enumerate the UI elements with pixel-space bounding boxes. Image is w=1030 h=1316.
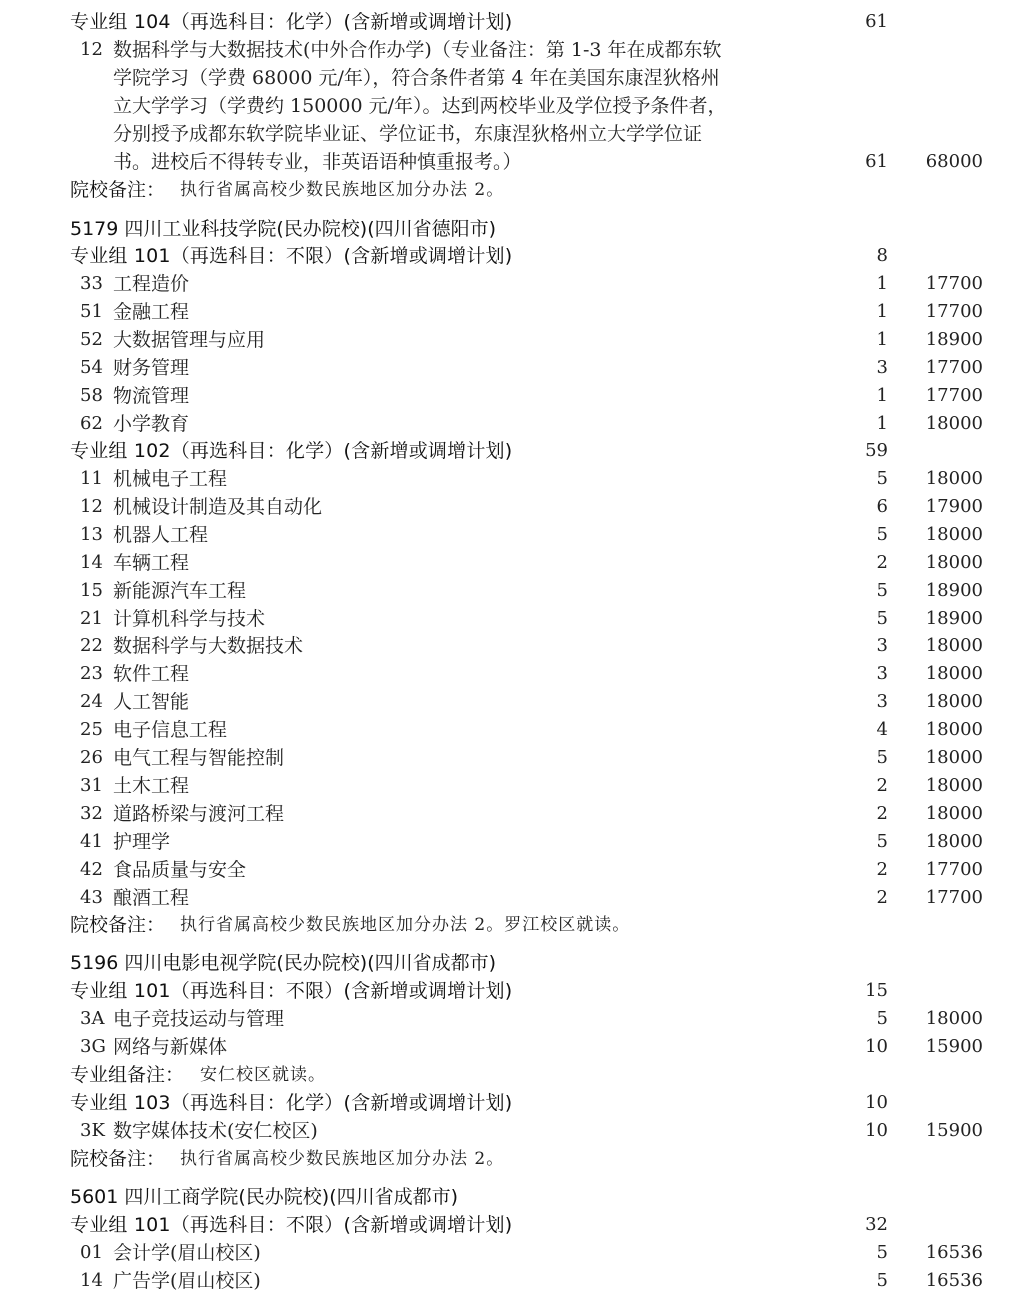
major-plan: 2: [876, 802, 888, 824]
major-plan: 2: [876, 886, 888, 908]
group-plan-count: 15: [865, 980, 888, 1001]
major-code: 62: [80, 412, 103, 434]
major-plan: 61: [865, 151, 888, 172]
major-code: 3K: [80, 1120, 105, 1141]
major-plan: 1: [876, 273, 888, 294]
major-plan: 3: [876, 663, 888, 685]
major-code: 13: [80, 523, 103, 545]
major-code: 42: [80, 858, 103, 880]
major-fee: 18000: [925, 691, 983, 713]
major-code: 22: [80, 635, 103, 657]
major-fee: 16536: [925, 1242, 983, 1263]
note-label: 院校备注：: [70, 1148, 166, 1170]
major-name: 机械电子工程: [113, 468, 228, 490]
major-row: [0, 465, 1030, 493]
major-fee: 17700: [925, 858, 983, 880]
major-fee: 18900: [925, 607, 983, 629]
major-code: 26: [80, 747, 103, 768]
major-name-line: 立大学学习（学费约 150000 元/年）。达到两校毕业及学位授予条件者，: [113, 95, 727, 117]
group-plan-count: 10: [865, 1092, 888, 1113]
major-fee: 18000: [925, 663, 983, 685]
major-plan: 10: [865, 1036, 888, 1057]
major-code: 31: [80, 774, 103, 796]
group-header: [0, 242, 1030, 270]
major-name: 物流管理: [113, 384, 190, 407]
school-note: [0, 176, 1030, 204]
major-row: [0, 410, 1030, 438]
major-fee: 17700: [925, 273, 983, 294]
note-text: 执行省属高校少数民族地区加分办法 2。: [180, 1149, 505, 1169]
group-header: [0, 1211, 1030, 1239]
major-name: 道路桥梁与渡河工程: [113, 802, 285, 825]
major-fee: 68000: [925, 151, 983, 172]
note-text: 执行省属高校少数民族地区加分办法 2。罗江校区就读。: [180, 915, 631, 935]
school-title: 5601 四川工商学院(民办院校)(四川省成都市): [70, 1186, 459, 1208]
major-plan: 3: [876, 356, 888, 378]
school-note: [0, 911, 1030, 939]
major-row: [0, 1239, 1030, 1267]
group-plan-count: 61: [865, 11, 888, 32]
major-name: 护理学: [113, 830, 171, 853]
major-name: 机器人工程: [113, 523, 209, 546]
major-fee: 18000: [925, 719, 983, 741]
major-row: [0, 632, 1030, 660]
major-code: 21: [80, 607, 103, 629]
major-name: 电子竞技运动与管理: [113, 1008, 285, 1030]
major-note-line: [0, 92, 1030, 120]
major-code: 15: [80, 579, 103, 601]
major-fee: 18000: [925, 523, 983, 545]
group-plan-count: 59: [865, 440, 888, 461]
major-name: 工程造价: [113, 273, 190, 295]
major-code: 51: [80, 300, 103, 322]
major-plan: 10: [865, 1120, 888, 1141]
major-plan: 2: [876, 551, 888, 573]
major-plan: 4: [876, 719, 888, 741]
note-text: 执行省属高校少数民族地区加分办法 2。: [180, 180, 505, 200]
group-title: 专业组 101（再选科目：不限）(含新增或调增计划): [70, 980, 513, 1002]
major-fee: 18900: [925, 328, 983, 350]
group-header: [0, 8, 1030, 36]
major-name: 金融工程: [113, 300, 190, 323]
major-name: 软件工程: [113, 663, 190, 686]
major-row: [0, 270, 1030, 298]
major-name-line: 学院学习（学费 68000 元/年），符合条件者第 4 年在美国东康涅狄格州: [113, 67, 720, 89]
major-name-line: 分别授予成都东软学院毕业证、学位证书，东康涅狄格州立大学学位证: [113, 123, 703, 145]
major-fee: 18000: [925, 830, 983, 852]
major-row: [0, 884, 1030, 912]
major-code: 3G: [80, 1036, 106, 1057]
major-name: 广告学(眉山校区): [113, 1270, 261, 1292]
major-plan: 5: [876, 523, 888, 545]
major-fee: 18000: [925, 747, 983, 768]
group-title: 专业组 101（再选科目：不限）(含新增或调增计划): [70, 245, 513, 267]
major-name: 小学教育: [113, 412, 190, 435]
major-row: [0, 493, 1030, 521]
major-plan: 5: [876, 468, 888, 489]
major-code: 41: [80, 830, 103, 852]
major-row: [0, 716, 1030, 744]
major-name: 机械设计制造及其自动化: [113, 495, 323, 518]
major-row: [0, 660, 1030, 688]
major-name: 会计学(眉山校区): [113, 1242, 261, 1264]
major-row: [0, 688, 1030, 716]
major-fee: 18900: [925, 579, 983, 601]
major-code: 54: [80, 356, 103, 378]
group-header: [0, 1089, 1030, 1117]
major-row: [0, 1267, 1030, 1295]
major-code: 12: [80, 495, 103, 517]
major-code: 58: [80, 384, 103, 406]
school-note: [0, 1145, 1030, 1173]
major-plan: 5: [876, 747, 888, 768]
note-label: 院校备注：: [70, 914, 166, 936]
major-row: [0, 856, 1030, 884]
major-fee: 17700: [925, 886, 983, 908]
major-row: [0, 549, 1030, 577]
major-plan: 5: [876, 830, 888, 852]
major-code: 32: [80, 802, 103, 824]
major-plan: 3: [876, 691, 888, 713]
major-plan: 5: [876, 1270, 888, 1291]
major-note-line: [0, 120, 1030, 148]
major-name-line: 数据科学与大数据技术(中外合作办学)（专业备注：第 1-3 年在成都东软: [113, 39, 722, 61]
major-name: 大数据管理与应用: [113, 328, 266, 351]
major-fee: 17700: [925, 356, 983, 378]
major-fee: 17700: [925, 384, 983, 406]
major-plan: 5: [876, 579, 888, 601]
major-row: [0, 36, 1030, 64]
major-plan: 1: [876, 300, 888, 322]
major-name: 网络与新媒体: [113, 1036, 228, 1058]
major-row: [0, 828, 1030, 856]
major-plan: 2: [876, 858, 888, 880]
major-code: 43: [80, 886, 103, 908]
major-row: [0, 1033, 1030, 1061]
major-code: 14: [80, 551, 103, 573]
major-code: 11: [80, 468, 103, 489]
major-name: 财务管理: [113, 356, 190, 379]
major-fee: 17700: [925, 300, 983, 322]
major-row: [0, 1005, 1030, 1033]
major-code: 3A: [80, 1008, 105, 1029]
major-code: 52: [80, 328, 103, 350]
major-plan: 1: [876, 412, 888, 434]
major-fee: 18000: [925, 551, 983, 573]
major-row: [0, 577, 1030, 605]
major-plan: 3: [876, 635, 888, 657]
group-plan-count: 32: [865, 1214, 888, 1235]
major-fee: 16536: [925, 1270, 983, 1291]
school-header: [0, 1183, 1030, 1211]
major-code: 01: [80, 1242, 103, 1263]
group-title: 专业组 101（再选科目：不限）(含新增或调增计划): [70, 1214, 513, 1236]
group-header: [0, 437, 1030, 465]
major-fee: 18000: [925, 802, 983, 824]
note-text: 安仁校区就读。: [200, 1065, 326, 1085]
major-name-line: 书。进校后不得转专业，非英语语种慎重报考。）: [113, 151, 522, 173]
major-row: [0, 744, 1030, 772]
major-name: 电子信息工程: [113, 719, 228, 742]
major-code: 33: [80, 273, 103, 294]
major-row: [0, 354, 1030, 382]
major-plan: 6: [876, 495, 888, 517]
major-note-line: [0, 64, 1030, 92]
major-plan: 1: [876, 328, 888, 350]
major-fee: 18000: [925, 774, 983, 796]
major-row: [0, 605, 1030, 633]
major-fee: 17900: [925, 495, 983, 517]
major-fee: 15900: [925, 1036, 983, 1057]
major-row: [0, 326, 1030, 354]
major-fee: 18000: [925, 468, 983, 489]
major-name: 食品质量与安全: [113, 858, 247, 881]
major-name: 数字媒体技术(安仁校区): [113, 1120, 318, 1142]
major-row: [0, 382, 1030, 410]
school-title: 5179 四川工业科技学院(民办院校)(四川省德阳市): [70, 218, 497, 240]
school-title: 5196 四川电影电视学院(民办院校)(四川省成都市): [70, 952, 497, 974]
major-plan: 2: [876, 774, 888, 796]
major-code: 14: [80, 1270, 103, 1291]
group-plan-count: 8: [876, 245, 888, 266]
group-title: 专业组 104（再选科目：化学）(含新增或调增计划): [70, 11, 513, 33]
major-row: [0, 521, 1030, 549]
major-name: 车辆工程: [113, 551, 190, 574]
major-code: 23: [80, 663, 103, 685]
major-name: 酿酒工程: [113, 886, 190, 909]
major-name: 计算机科学与技术: [113, 607, 266, 630]
major-plan: 1: [876, 384, 888, 406]
major-plan: 5: [876, 1242, 888, 1263]
major-fee: 15900: [925, 1120, 983, 1141]
major-row: [0, 800, 1030, 828]
group-title: 专业组 102（再选科目：化学）(含新增或调增计划): [70, 440, 513, 462]
major-name: 电气工程与智能控制: [113, 747, 285, 769]
major-fee: 18000: [925, 1008, 983, 1029]
group-header: [0, 977, 1030, 1005]
group-note: [0, 1061, 1030, 1089]
major-plan: 5: [876, 1008, 888, 1029]
major-name: 土木工程: [113, 774, 190, 797]
major-row: [0, 298, 1030, 326]
major-name: 数据科学与大数据技术: [113, 635, 304, 658]
major-note-line: [0, 148, 1030, 176]
major-name: 新能源汽车工程: [113, 579, 247, 602]
major-fee: 18000: [925, 412, 983, 434]
major-plan: 5: [876, 607, 888, 629]
school-header: [0, 949, 1030, 977]
major-code: 24: [80, 691, 103, 713]
note-label: 专业组备注：: [70, 1064, 185, 1086]
school-header: [0, 215, 1030, 243]
major-name: 人工智能: [113, 691, 190, 714]
note-label: 院校备注：: [70, 179, 166, 201]
major-fee: 18000: [925, 635, 983, 657]
group-title: 专业组 103（再选科目：化学）(含新增或调增计划): [70, 1092, 513, 1114]
major-row: [0, 1117, 1030, 1145]
major-code: 25: [80, 719, 103, 741]
major-row: [0, 772, 1030, 800]
major-code: 12: [80, 39, 103, 60]
